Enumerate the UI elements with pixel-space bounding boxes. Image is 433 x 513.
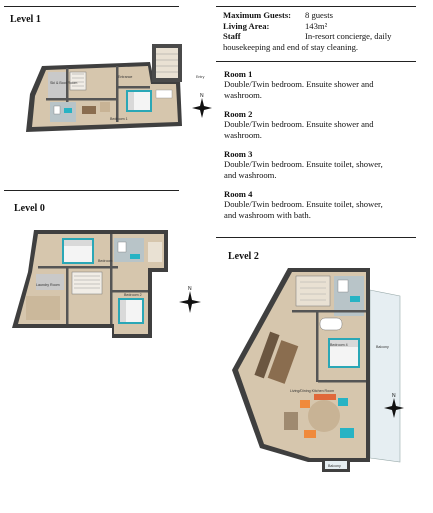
max-guests-label: Maximum Guests: <box>223 10 292 20</box>
compass-icon <box>192 93 212 118</box>
rule-info-bottom <box>216 61 416 62</box>
plan-label-entry: Entry <box>196 75 205 79</box>
room-desc-line2: and washroom. <box>224 169 277 180</box>
rule-level2-top <box>216 237 416 238</box>
plan-label-laundry: Laundry Room <box>36 283 60 287</box>
room-2 <box>224 109 424 140</box>
plan-label-bedroom-4: Bedroom 4 <box>330 343 348 347</box>
room-title: Room 4 <box>224 189 253 199</box>
room-desc-line1: Double/Twin bedroom. Ensuite toilet, shower, <box>224 159 383 170</box>
room-1 <box>224 69 424 100</box>
level-1-floor-plan <box>20 36 215 146</box>
plan-label-balcony-bottom: Balcony <box>328 464 341 468</box>
rule-level0-top <box>4 190 179 191</box>
plan-label-bedroom: Bedroom <box>98 259 113 263</box>
level-2-title: Level 2 <box>228 251 259 262</box>
room-4 <box>224 189 424 220</box>
room-desc-line2: and washroom with bath. <box>224 209 311 220</box>
plan-label-balcony-right: Balcony <box>376 345 389 349</box>
level-0-floor-plan <box>6 228 211 340</box>
staff-label: Staff <box>223 31 241 42</box>
plan-label-living: Living/Dining Kitchen Room <box>290 389 335 393</box>
rule-info-top <box>216 6 416 7</box>
room-3 <box>224 149 424 180</box>
property-info <box>223 10 423 52</box>
staff-value-line1: In-resort concierge, daily <box>305 31 392 42</box>
room-desc-line1: Double/Twin bedroom. Ensuite shower and <box>224 79 374 90</box>
rule-level1-top <box>4 6 179 7</box>
plan-label-entrance: Entrance <box>118 75 133 79</box>
max-guests-value: 8 guests <box>305 10 333 20</box>
living-area-label: Living Area: <box>223 20 270 31</box>
level-2-floor-plan <box>230 262 428 478</box>
svg-text:N: N <box>200 93 204 99</box>
plan-label-ski-room: Ski & Boot Room <box>50 81 78 85</box>
room-desc-line1: Double/Twin bedroom. Ensuite shower and <box>224 119 374 130</box>
plan-label-bedroom-1: Bedroom 1 <box>110 117 128 121</box>
svg-text:N: N <box>188 286 192 292</box>
level-0-title: Level 0 <box>14 203 45 214</box>
room-desc-line1: Double/Twin bedroom. Ensuite toilet, shower, <box>224 199 383 210</box>
room-title: Room 2 <box>224 109 253 119</box>
staff-value-line2: housekeeping and end of stay cleaning. <box>223 41 359 52</box>
level-1-title: Level 1 <box>10 14 41 25</box>
room-desc-line2: washroom. <box>224 89 262 100</box>
room-title: Room 1 <box>224 69 253 79</box>
living-area-value: 143m² <box>305 20 328 31</box>
room-title: Room 3 <box>224 149 253 159</box>
compass-icon <box>179 286 201 313</box>
plan-label-bedroom-2: Bedroom 2 <box>124 293 142 297</box>
room-desc-line2: washroom. <box>224 129 262 140</box>
svg-text:N: N <box>392 393 396 399</box>
